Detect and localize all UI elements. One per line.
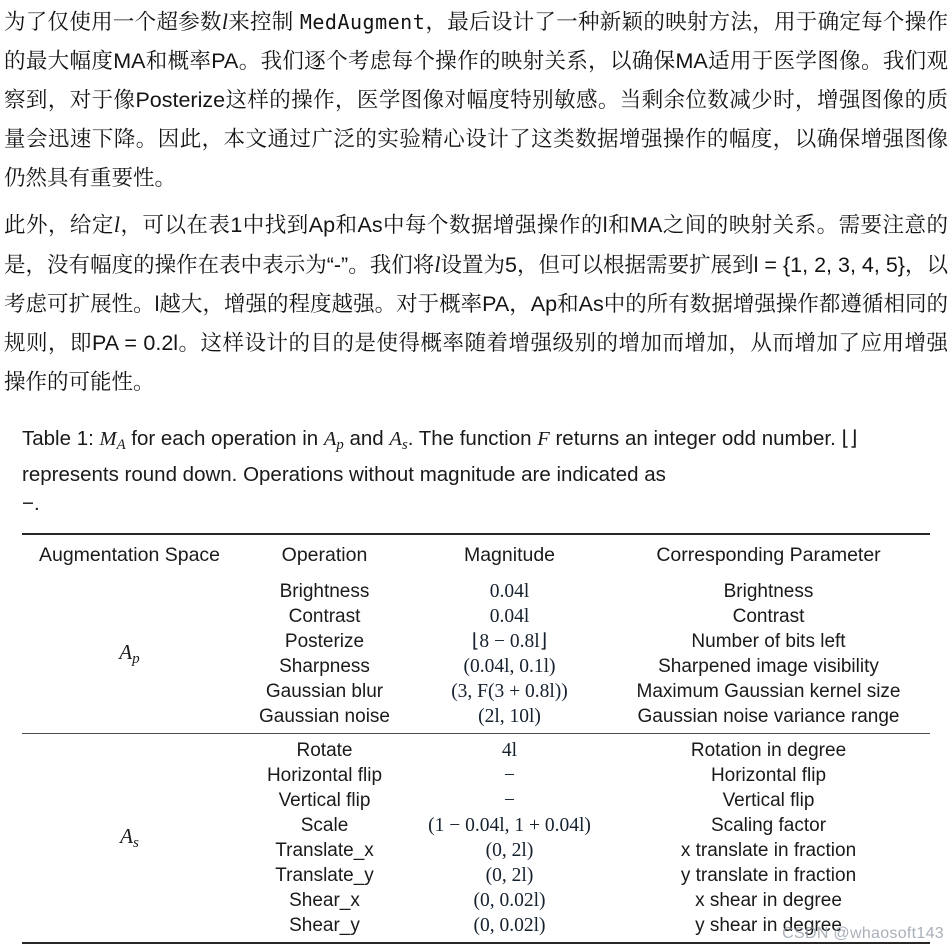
- parameter-cell: x translate in fraction: [680, 840, 857, 861]
- table-row: [22, 734, 930, 764]
- operation-cell: Rotate: [237, 734, 412, 764]
- parameter-cell: Contrast: [732, 606, 805, 627]
- caption-text-5: represents round down. Operations without magnitude are indicated as: [22, 463, 666, 487]
- magnitude-cell: 0.04l: [489, 581, 530, 602]
- magnitude-cell: (2l, 10l): [478, 706, 541, 727]
- parameter-cell: Horizontal flip: [710, 765, 827, 786]
- operation-cell: Vertical flip: [278, 790, 371, 811]
- parameter-cell: x shear in degree: [695, 890, 842, 911]
- caption-label: Table 1:: [22, 427, 100, 450]
- operation-cell: Horizontal flip: [266, 765, 383, 786]
- table-caption: [22, 424, 930, 518]
- magnitude-cell: (0, 2l): [485, 840, 534, 861]
- operation-cell: Sharpness: [279, 656, 370, 677]
- caption-text-1: for each operation in: [125, 427, 324, 450]
- inline-math-l: l: [434, 252, 441, 277]
- operation-cell: Contrast: [288, 606, 361, 627]
- magnitude-cell: −: [504, 765, 515, 786]
- rule-segment: [607, 943, 930, 944]
- magnitude-cell: (0.04l, 0.1l): [463, 656, 556, 677]
- caption-text-2: and: [343, 427, 390, 450]
- rule-segment: [412, 943, 607, 944]
- column-header-augmentation-space: Augmentation Space: [22, 534, 237, 575]
- parameter-cell: Gaussian noise variance range: [637, 706, 900, 727]
- math-ap-subscript: p: [336, 437, 344, 454]
- column-header-operation: Operation: [237, 534, 412, 575]
- magnitude-cell: −: [504, 790, 515, 811]
- parameter-cell: Number of bits left: [691, 631, 846, 652]
- math-f: F: [537, 428, 550, 450]
- table-container: [22, 533, 930, 944]
- augmentation-space-subscript: s: [132, 835, 139, 852]
- text-run: ，最后设计了一种新颖的映射方法，用于确定每个操作的最大幅度MA和概率PA。我们逐个考虑每个操作的映射关系，以确保MA适用于医学图像。我们观察到，对于像Posterize这样的操作，医学图像对幅度特别敏感。当剩余位数减少时，增强图像的质量会迅速下降。因此，本文通过广泛的实验精心设计了这类数据增强操作的幅度，以确保增强图像仍然具有重要性。: [4, 10, 948, 190]
- table-header: [22, 534, 930, 575]
- math-ma: $M_A$: [99, 428, 126, 454]
- operation-cell: Shear_y: [289, 915, 360, 936]
- operation-cell: Brightness: [279, 581, 370, 602]
- operation-cell: Scale: [300, 815, 349, 836]
- operation-cell: Gaussian noise: [259, 706, 390, 727]
- caption-text-6: −.: [22, 492, 40, 516]
- caption-text-4: returns an integer odd number.: [549, 427, 842, 450]
- magnitude-cell: (3, F(3 + 0.8l)): [451, 681, 568, 702]
- table-body: [22, 575, 930, 944]
- parameter-cell: Brightness: [723, 581, 814, 602]
- magnitude-cell: (1 − 0.04l, 1 + 0.04l): [428, 815, 591, 836]
- augmentation-space-cell: [22, 734, 237, 944]
- text-run: 此外，给定: [4, 213, 114, 237]
- magnitude-table: [22, 533, 930, 944]
- augmentation-space-cell: [22, 575, 237, 734]
- operation-cell: Gaussian blur: [265, 681, 384, 702]
- math-ma-subscript: A: [116, 437, 126, 454]
- math-ap: $A_p$: [323, 428, 344, 454]
- augmentation-space-subscript: p: [132, 651, 140, 668]
- magnitude-cell: 0.04l: [489, 606, 530, 627]
- operation-cell: Posterize: [284, 631, 365, 652]
- operation-cell: Translate_y: [275, 865, 374, 886]
- parameter-cell: Sharpened image visibility: [658, 656, 879, 677]
- column-header-magnitude: Magnitude: [412, 534, 607, 575]
- parameter-cell: y translate in fraction: [680, 865, 857, 886]
- inline-math-l: l: [221, 9, 228, 34]
- inline-math-l: l: [113, 212, 121, 237]
- text-run: ，可以在表1中找到Ap和As中每个数据增强操作的l和MA之间的映射关系。需要注意的是，没有幅度的操作在表中表示为“-”。我们将: [4, 213, 948, 277]
- magnitude-cell: ⌊8 − 0.8l⌋: [471, 631, 548, 652]
- parameter-cell: Scaling factor: [710, 815, 827, 836]
- table-row: [22, 575, 930, 604]
- magnitude-cell: 4l: [412, 734, 607, 764]
- magnitude-cell: (0, 0.02l): [473, 890, 546, 911]
- paragraph-2: [4, 205, 948, 402]
- magnitude-cell: (0, 2l): [485, 865, 534, 886]
- magnitude-cell: (0, 0.02l): [473, 915, 546, 936]
- table-bottom-rule: [22, 943, 930, 944]
- augmentation-space-symbol: $A_p$: [119, 639, 140, 668]
- rule-segment: [237, 943, 412, 944]
- rule-segment: [22, 943, 237, 944]
- parameter-cell: Vertical flip: [722, 790, 815, 811]
- text-run: 设置为5，但可以根据需要扩展到l = {1, 2, 3, 4, 5}，以考虑可扩展性。l越大，增强的程度越强。对于概率PA，Ap和As中的所有数据增强操作都遵循相同的规则，即PA = 0.2l。这样设计的目的是使得概率随着增强级别的增加而增加，从而增加了应用增强操作的可能性。: [4, 253, 948, 394]
- text-run: 为了仅使用一个超参数: [4, 10, 222, 34]
- floor-bracket-symbol: ⌊⌋: [841, 428, 858, 450]
- text-run: 来控制: [227, 10, 300, 34]
- parameter-cell: Rotation in degree: [607, 734, 930, 764]
- csdn-watermark: CSDN @whaosoft143: [782, 925, 944, 942]
- operation-cell: Translate_x: [275, 840, 374, 861]
- parameter-cell: y shear in degree: [695, 915, 842, 936]
- operation-cell: Shear_x: [289, 890, 360, 911]
- table-header-row: [22, 534, 930, 575]
- parameter-cell: Maximum Gaussian kernel size: [636, 681, 901, 702]
- column-header-corresponding-parameter: Corresponding Parameter: [607, 534, 930, 575]
- paragraph-1: [4, 2, 948, 198]
- inline-code-medaugment: MedAugment: [299, 10, 426, 34]
- math-as: $A_s$: [389, 428, 408, 454]
- augmentation-space-symbol: $A_s$: [120, 823, 139, 852]
- math-as-subscript: s: [401, 437, 408, 454]
- caption-text-3: . The function: [407, 427, 538, 450]
